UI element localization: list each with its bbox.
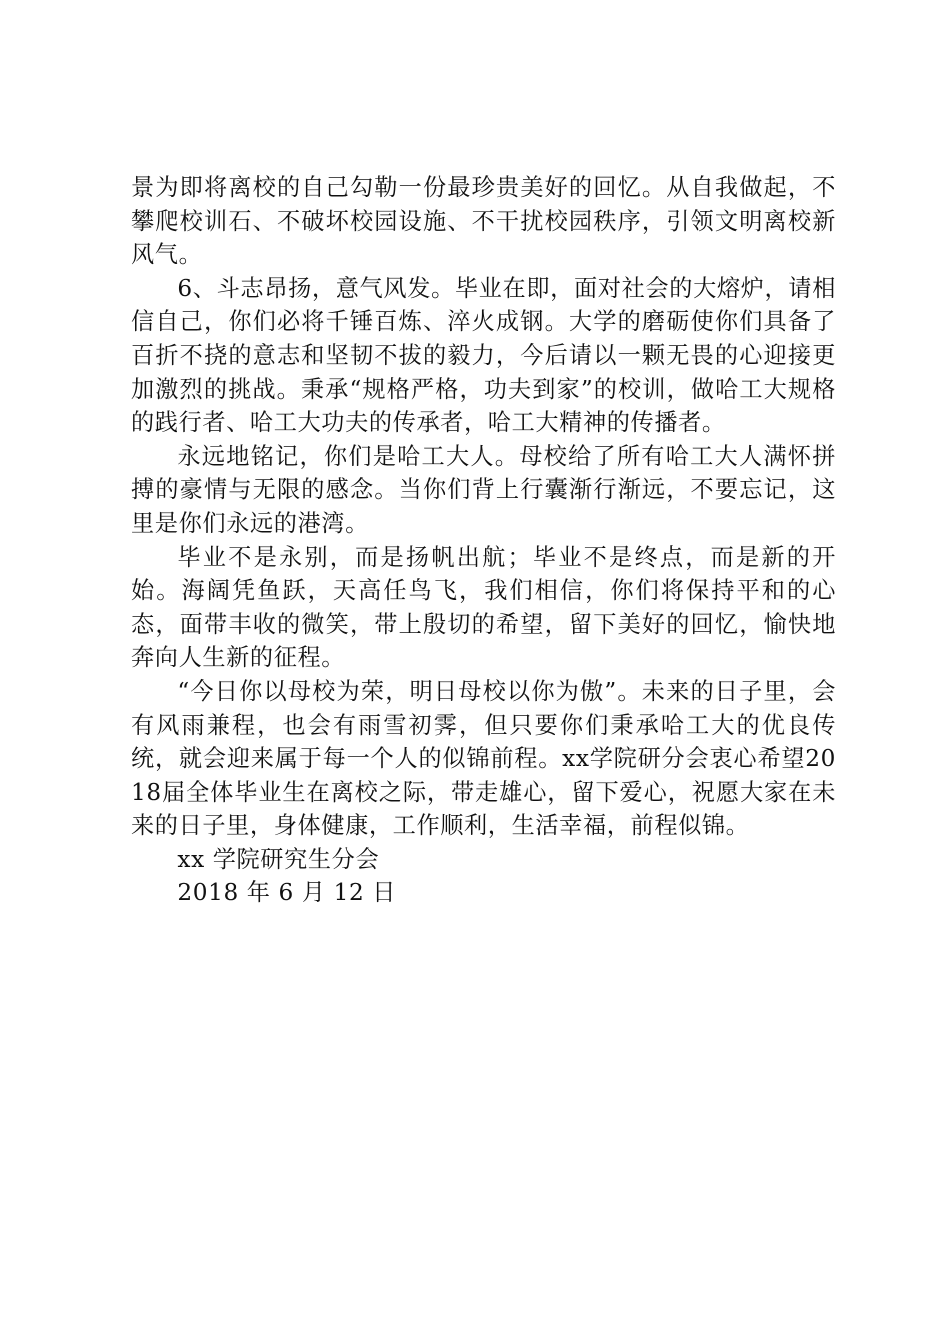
paragraph-remember: 永远地铭记，你们是哈工大人。母校给了所有哈工大人满怀拼搏的豪情与无限的感念。当你们背上行囊渐行渐远，不要忘记，这里是你们永远的港湾。 (131, 442, 836, 537)
paragraph-graduation: 毕业不是永别，而是扬帆出航；毕业不是终点，而是新的开始。海阔凭鱼跃，天高任鸟飞，我们相信，你们将保持平和的心态，面带丰收的微笑，带上殷切的希望，留下美好的回忆，愉快地奔向人生新的征程。 (131, 543, 836, 672)
signature-date: 2018 年 6 月 12 日 (177, 879, 397, 907)
paragraph-continuation: 景为即将离校的自己勾勒一份最珍贵美好的回忆。从自我做起，不攀爬校训石、不破坏校园设施、不干扰校园秩序，引领文明离校新风气。 (131, 174, 836, 269)
signature-organization: xx 学院研究生分会 (177, 845, 380, 873)
paragraph-closing: “今日你以母校为荣，明日母校以你为傲”。未来的日子里，会有风雨兼程，也会有雨雪初霁，但只要你们秉承哈工大的优良传统，就会迎来属于每一个人的似锦前程。xx学院研分会衷心希望2018届全体毕业生在离校之际，带走雄心，留下爱心，祝愿大家在未来的日子里，身体健康，工作顺利，生活幸福，前程似锦。 (131, 677, 836, 840)
document-body (131, 171, 836, 910)
paragraph-item-6: 6、斗志昂扬，意气风发。毕业在即，面对社会的大熔炉，请相信自己，你们必将千锤百炼、淬火成钢。大学的磨砺使你们具备了百折不挠的意志和坚韧不拔的毅力，今后请以一颗无畏的心迎接更加激烈的挑战。秉承“规格严格，功夫到家”的校训，做哈工大规格的践行者、哈工大功夫的传承者，哈工大精神的传播者。 (131, 274, 836, 437)
